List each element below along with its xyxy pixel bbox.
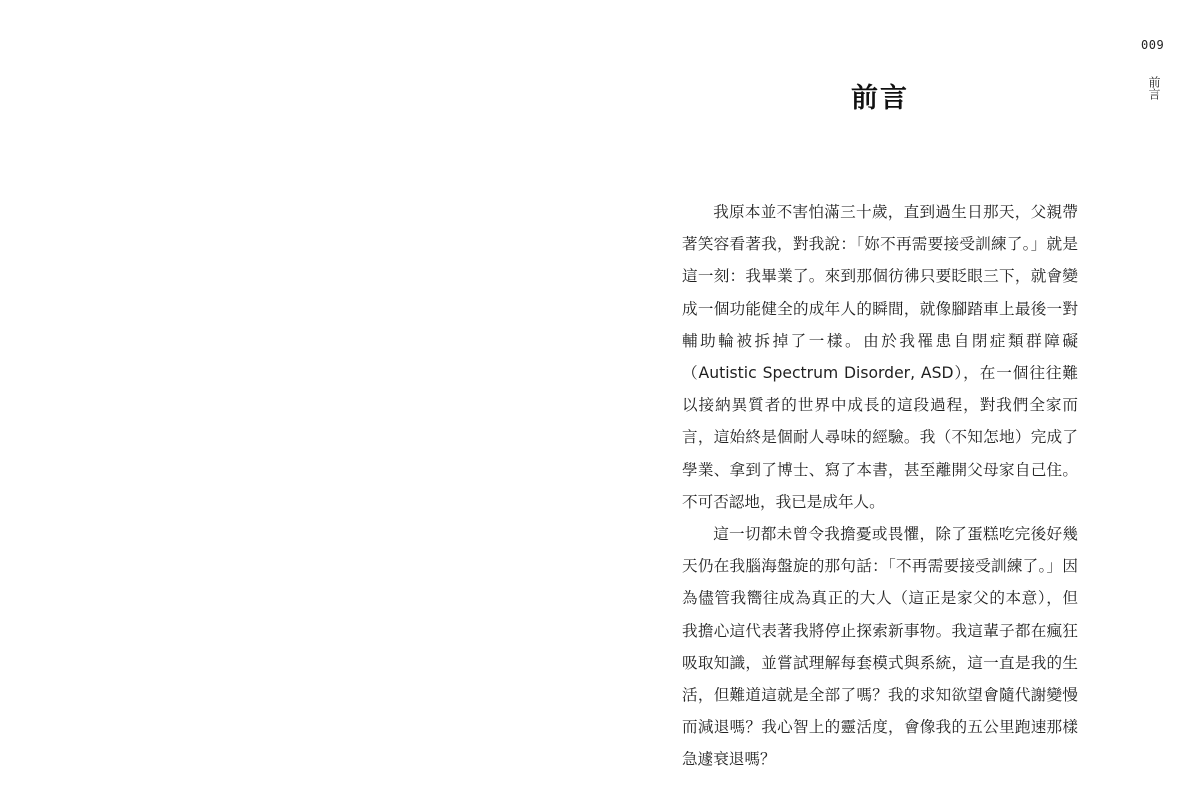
body-text xyxy=(682,196,1078,776)
paragraph-1: 我原本並不害怕滿三十歲，直到過生日那天，父親帶著笑容看著我，對我說：「妳不再需要接受訓練了。」就是這一刻：我畢業了。來到那個彷彿只要眨眼三下，就會變成一個功能健全的成年人的瞬間，就像腳踏車上最後一對輔助輪被拆掉了一樣。由於我罹患自閉症類群障礙（Autistic Spectrum Disorder, ASD），在一個往往難以接納異質者的世界中成長的這段過程，對我們全家而言，這始終是個耐人尋味的經驗。我（不知怎地）完成了學業、拿到了博士、寫了本書，甚至離開父母家自己住。不可否認地，我已是成年人。 xyxy=(682,203,1078,511)
right-page xyxy=(600,0,1200,812)
page-number: 009 xyxy=(1141,38,1165,52)
paragraph-2: 這一切都未曾令我擔憂或畏懼，除了蛋糕吃完後好幾天仍在我腦海盤旋的那句話：「不再需要接受訓練了。」因為儘管我嚮往成為真正的大人（這正是家父的本意），但我擔心這代表著我將停止探索新事物。我這輩子都在瘋狂吸取知識，並嘗試理解每套模式與系統，這一直是我的生活，但難道這就是全部了嗎？我的求知欲望會隨代謝變慢而減退嗎？我心智上的靈活度，會像我的五公里跑速那樣急遽衰退嗎？ xyxy=(682,525,1078,769)
running-head: 前言 xyxy=(1147,76,1161,100)
chapter-title: 前言 xyxy=(851,83,909,114)
